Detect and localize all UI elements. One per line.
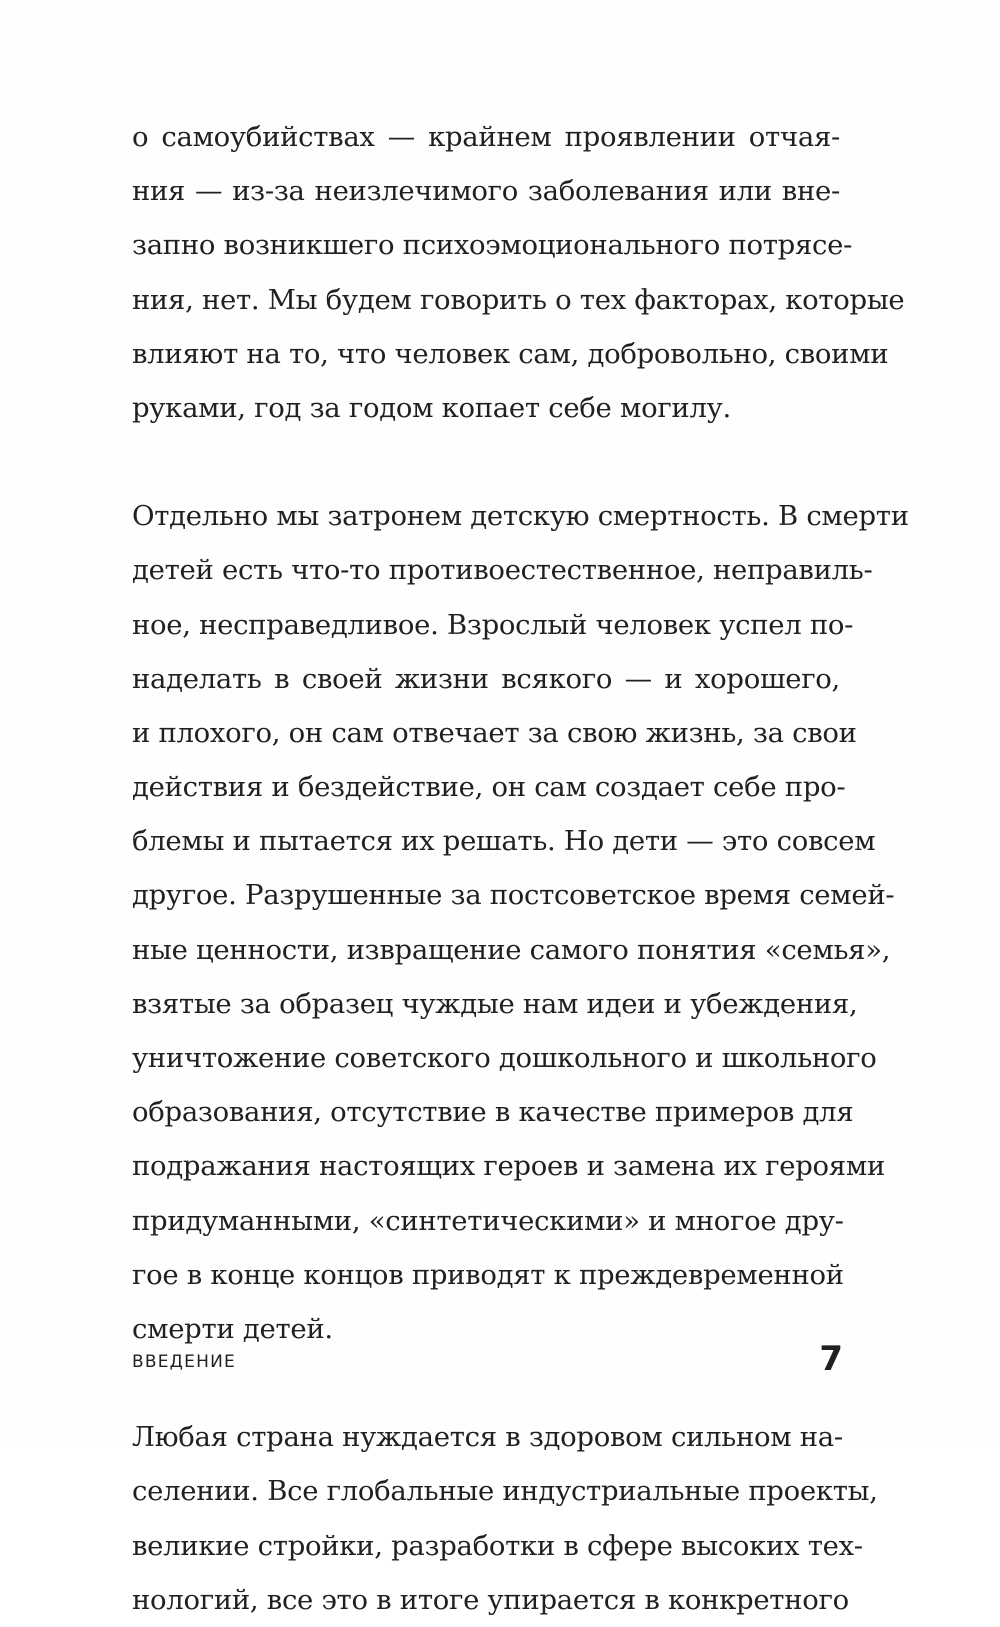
paragraph-gap	[132, 1356, 840, 1410]
text-line: великие стройки, разработки в сфере высоких тех-	[132, 1529, 863, 1562]
paragraph	[132, 489, 909, 1356]
text-line: ния — из-за неизлечимого заболевания или вне-	[132, 175, 840, 208]
text-line: блемы и пытается их решать. Но дети — это совсем	[132, 825, 876, 858]
paragraph-gap	[132, 435, 840, 489]
text-line: действия и бездействие, он сам создает себе про-	[132, 771, 846, 804]
text-line: гое в конце концов приводят к преждевременной	[132, 1258, 844, 1291]
text-line: о самоубийствах — крайнем проявлении отчая-	[132, 121, 840, 153]
text-line: придуманными, «синтетическими» и многое дру-	[132, 1204, 844, 1237]
text-line: наделать в своей жизни всякого — и хорошего,	[132, 662, 840, 695]
text-line: Любая страна нуждается в здоровом сильном на-	[132, 1421, 843, 1454]
paragraph	[132, 1410, 878, 1627]
text-line: другое. Разрушенные за постсоветское время семей-	[132, 879, 895, 912]
text-line: руками, год за годом копает себе могилу.	[132, 391, 731, 424]
text-line: взятые за образец чуждые нам идеи и убеждения,	[132, 987, 858, 1020]
text-line: образования, отсутствие в качестве примеров для	[132, 1096, 854, 1129]
text-line: запно возникшего психоэмоционального потрясе-	[132, 229, 853, 262]
text-line: нологий, все это в итоге упирается в конкретного	[132, 1583, 849, 1616]
text-line: уничтожение советского дошкольного и школьного	[132, 1042, 877, 1074]
text-line: влияют на то, что человек сам, добровольно, своими	[132, 337, 889, 370]
body-text	[132, 110, 909, 1627]
text-line: детей есть что-то противоестественное, неправиль-	[132, 554, 873, 587]
running-footer-section: ВВЕДЕНИЕ	[132, 1352, 236, 1372]
text-line: и плохого, он сам отвечает за свою жизнь, за свои	[132, 716, 857, 749]
text-line: Отдельно мы затронем детскую смертность. В смерти	[132, 500, 909, 533]
text-line: подражания настоящих героев и замена их героями	[132, 1150, 885, 1183]
text-line: ное, несправедливое. Взрослый человек успел по-	[132, 608, 854, 641]
page-number: 7	[819, 1339, 843, 1379]
text-line: смерти детей.	[132, 1312, 333, 1345]
text-line: ния, нет. Мы будем говорить о тех факторах, которые	[132, 283, 905, 316]
paragraph	[132, 110, 905, 435]
text-line: ные ценности, извращение самого понятия «семья»,	[132, 933, 891, 966]
text-line: селении. Все глобальные индустриальные проекты,	[132, 1475, 878, 1508]
